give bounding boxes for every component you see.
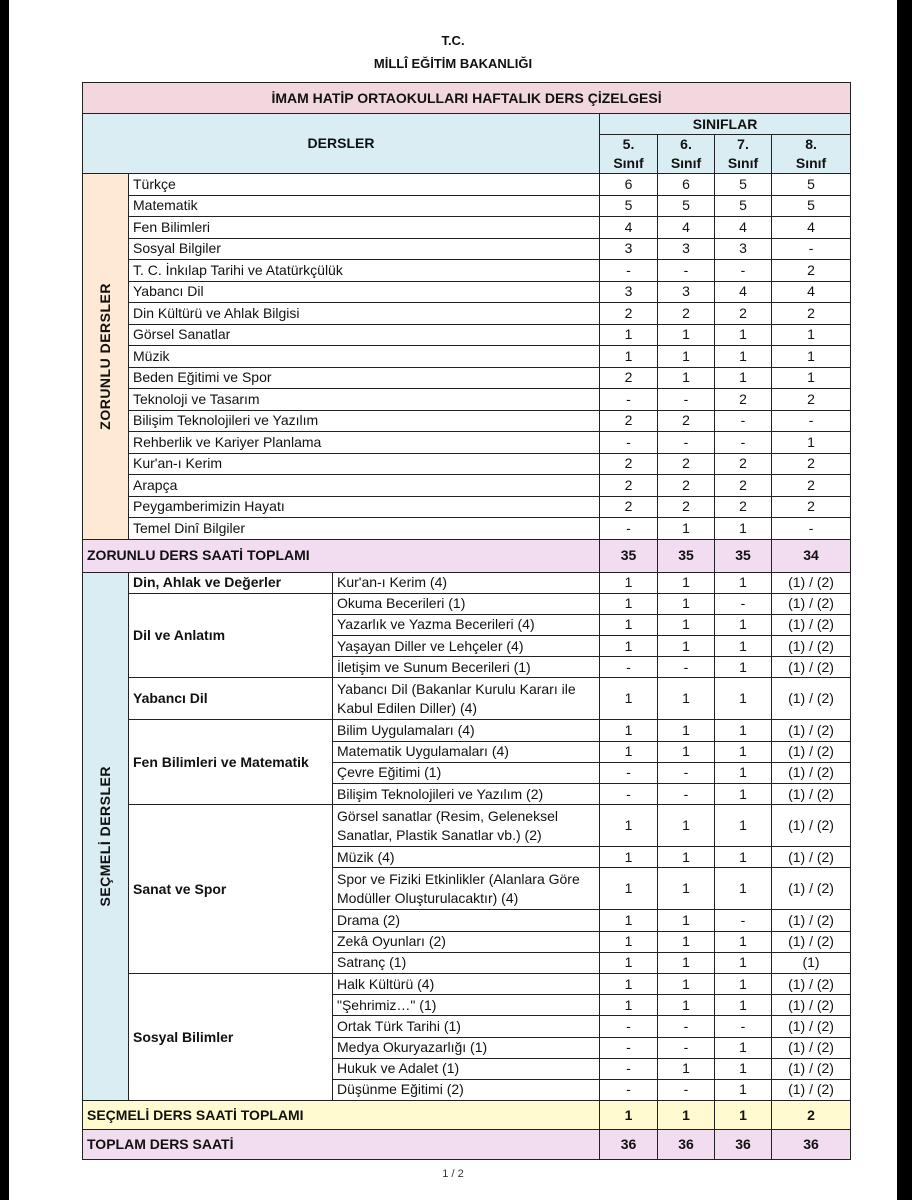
hours-cell: 1 [600, 995, 658, 1016]
hours-cell: 1 [600, 805, 658, 847]
hours-cell: - [600, 1058, 658, 1079]
compulsory-total-value: 35 [600, 539, 658, 572]
hours-cell: - [715, 260, 772, 282]
hours-cell: - [715, 432, 772, 454]
hours-cell: (1) / (2) [772, 636, 851, 657]
hours-cell: - [658, 432, 715, 454]
hours-cell: 2 [715, 303, 772, 325]
hours-cell: 5 [658, 195, 715, 217]
elective-row [83, 572, 851, 593]
hours-cell: - [600, 1037, 658, 1058]
hours-cell: 1 [600, 931, 658, 952]
hours-cell: 1 [658, 678, 715, 720]
hours-cell: (1) / (2) [772, 741, 851, 762]
elective-course-name: Drama (2) [333, 910, 600, 931]
grade-label: Sınıf [795, 155, 827, 171]
hours-cell: 5 [715, 174, 772, 196]
hours-cell: - [600, 260, 658, 282]
hours-cell: 2 [600, 496, 658, 518]
hours-cell: 1 [658, 518, 715, 540]
elective-total-label: SEÇMELİ DERS SAATİ TOPLAMI [83, 1101, 600, 1130]
hours-cell: 5 [772, 174, 851, 196]
elective-course-name: Okuma Becerileri (1) [333, 593, 600, 614]
compulsory-row [83, 324, 851, 346]
hours-cell: 1 [658, 720, 715, 741]
hours-cell: 1 [600, 741, 658, 762]
hours-cell: 1 [658, 346, 715, 368]
hours-cell: 1 [600, 973, 658, 994]
compulsory-row [83, 346, 851, 368]
hours-cell: 5 [600, 195, 658, 217]
elective-course-name: Bilim Uygulamaları (4) [333, 720, 600, 741]
elective-total-value: 1 [658, 1101, 715, 1130]
compulsory-row [83, 238, 851, 260]
hours-cell: - [658, 389, 715, 411]
course-name: Temel Dinî Bilgiler [129, 518, 600, 540]
course-name: Beden Eğitimi ve Spor [129, 367, 600, 389]
grade-label: Sınıf [670, 155, 702, 171]
hours-cell: - [772, 238, 851, 260]
hours-cell: 2 [658, 410, 715, 432]
hours-cell: 5 [715, 195, 772, 217]
elective-course-name: Zekâ Oyunları (2) [333, 931, 600, 952]
hours-cell: 4 [715, 217, 772, 239]
hours-cell: 1 [600, 346, 658, 368]
hours-cell: 2 [658, 475, 715, 497]
hours-cell: 1 [658, 847, 715, 868]
elective-course-name: Çevre Eğitimi (1) [333, 762, 600, 783]
hours-cell: 1 [600, 614, 658, 635]
compulsory-row [83, 303, 851, 325]
hours-cell: - [772, 518, 851, 540]
hours-cell: 1 [715, 762, 772, 783]
hours-cell: 1 [600, 868, 658, 910]
hours-cell: 3 [658, 238, 715, 260]
hours-cell: 1 [658, 741, 715, 762]
compulsory-section-label [83, 174, 129, 540]
course-name: Rehberlik ve Kariyer Planlama [129, 432, 600, 454]
hours-cell: 4 [715, 281, 772, 303]
elective-course-name: Medya Okuryazarlığı (1) [333, 1037, 600, 1058]
hours-cell: 1 [658, 614, 715, 635]
hours-cell: (1) / (2) [772, 720, 851, 741]
hours-cell: 1 [715, 805, 772, 847]
hours-cell: 2 [715, 389, 772, 411]
hours-cell: (1) [772, 952, 851, 973]
hours-cell: 2 [715, 453, 772, 475]
hours-cell: - [600, 1079, 658, 1100]
hours-cell: (1) / (2) [772, 762, 851, 783]
hours-cell: 1 [772, 367, 851, 389]
hours-cell: 1 [715, 1079, 772, 1100]
hours-cell: 1 [772, 346, 851, 368]
hours-cell: 2 [715, 475, 772, 497]
hours-cell: 6 [658, 174, 715, 196]
elective-total-value: 1 [600, 1101, 658, 1130]
hours-cell: 1 [715, 868, 772, 910]
document-page [9, 0, 897, 1200]
hours-cell: 1 [658, 931, 715, 952]
hours-cell: - [600, 1016, 658, 1037]
course-name: Kur'an-ı Kerim [129, 453, 600, 475]
hours-cell: 3 [715, 238, 772, 260]
hours-cell: 1 [658, 636, 715, 657]
hours-cell: (1) / (2) [772, 614, 851, 635]
hours-cell: 4 [658, 217, 715, 239]
hours-cell: - [600, 389, 658, 411]
schedule-table [82, 82, 851, 1160]
hours-cell: 1 [715, 741, 772, 762]
hours-cell: 2 [600, 475, 658, 497]
hours-cell: 1 [715, 572, 772, 593]
grand-total-row [83, 1130, 851, 1160]
compulsory-section-text: ZORUNLU DERSLER [97, 282, 113, 430]
hours-cell: - [658, 657, 715, 678]
hours-cell: 2 [600, 367, 658, 389]
compulsory-row [83, 260, 851, 282]
hours-cell: - [715, 1016, 772, 1037]
elective-course-name: Matematik Uygulamaları (4) [333, 741, 600, 762]
elective-row [83, 973, 851, 994]
hours-cell: (1) / (2) [772, 657, 851, 678]
hours-cell: (1) / (2) [772, 910, 851, 931]
course-name: T. C. İnkılap Tarihi ve Atatürkçülük [129, 260, 600, 282]
elective-row [83, 593, 851, 614]
hours-cell: (1) / (2) [772, 1016, 851, 1037]
course-name: Türkçe [129, 174, 600, 196]
hours-cell: - [715, 410, 772, 432]
hours-cell: (1) / (2) [772, 572, 851, 593]
grand-total-value: 36 [772, 1130, 851, 1160]
elective-course-name: Spor ve Fiziki Etkinlikler (Alanlara Göre Modüller Oluşturulacaktır) (4) [333, 868, 600, 910]
table-body [83, 83, 851, 1160]
compulsory-row [83, 195, 851, 217]
hours-cell: 3 [600, 281, 658, 303]
compulsory-row [83, 281, 851, 303]
header-line-1: T.C. [441, 33, 465, 48]
hours-cell: 2 [772, 389, 851, 411]
hours-cell: 1 [715, 784, 772, 805]
elective-section-label [83, 572, 129, 1101]
elective-total-row [83, 1101, 851, 1130]
grade-header [772, 135, 851, 174]
hours-cell: 3 [600, 238, 658, 260]
hours-cell: 1 [772, 432, 851, 454]
hours-cell: 2 [600, 303, 658, 325]
hours-cell: (1) / (2) [772, 1079, 851, 1100]
hours-cell: 2 [658, 453, 715, 475]
hours-cell: (1) / (2) [772, 593, 851, 614]
elective-total-value: 2 [772, 1101, 851, 1130]
compulsory-row [83, 367, 851, 389]
elective-course-name: Bilişim Teknolojileri ve Yazılım (2) [333, 784, 600, 805]
grade-header [715, 135, 772, 174]
header-line-2: MİLLÎ EĞİTİM BAKANLIĞI [373, 56, 533, 71]
elective-course-name: Halk Kültürü (4) [333, 973, 600, 994]
hours-cell: 1 [600, 952, 658, 973]
hours-cell: - [658, 1079, 715, 1100]
elective-group-name: Sanat ve Spor [129, 805, 333, 974]
grand-total-label: TOPLAM DERS SAATİ [83, 1130, 600, 1160]
hours-cell: 2 [600, 453, 658, 475]
hours-cell: 2 [658, 303, 715, 325]
grand-total-value: 36 [658, 1130, 715, 1160]
hours-cell: 1 [772, 324, 851, 346]
hours-cell: - [600, 432, 658, 454]
elective-course-name: Yabancı Dil (Bakanlar Kurulu Kararı ile Kabul Edilen Diller) (4) [333, 678, 600, 720]
hours-cell: 1 [658, 593, 715, 614]
compulsory-row [83, 475, 851, 497]
hours-cell: 1 [715, 324, 772, 346]
hours-cell: 4 [772, 217, 851, 239]
hours-cell: (1) / (2) [772, 678, 851, 720]
compulsory-total-row [83, 539, 851, 572]
hours-cell: 1 [658, 973, 715, 994]
elective-course-name: İletişim ve Sunum Becerileri (1) [333, 657, 600, 678]
hours-cell: 1 [715, 636, 772, 657]
hours-cell: 2 [600, 410, 658, 432]
compulsory-row [83, 432, 851, 454]
course-name: Sosyal Bilgiler [129, 238, 600, 260]
elective-course-name: Görsel sanatlar (Resim, Geleneksel Sanatlar, Plastik Sanatlar vb.) (2) [333, 805, 600, 847]
hours-cell: - [772, 410, 851, 432]
hours-cell: (1) / (2) [772, 868, 851, 910]
elective-course-name: Hukuk ve Adalet (1) [333, 1058, 600, 1079]
elective-row [83, 805, 851, 847]
hours-cell: 1 [658, 952, 715, 973]
hours-cell: 1 [658, 324, 715, 346]
compulsory-row [83, 518, 851, 540]
hours-cell: - [658, 784, 715, 805]
hours-cell: 2 [772, 475, 851, 497]
compulsory-row [83, 389, 851, 411]
hours-cell: (1) / (2) [772, 931, 851, 952]
course-name: Arapça [129, 475, 600, 497]
hours-cell: 1 [715, 614, 772, 635]
elective-course-name: Kur'an-ı Kerim (4) [333, 572, 600, 593]
hours-cell: 1 [715, 518, 772, 540]
compulsory-row [83, 174, 851, 196]
course-name: Peygamberimizin Hayatı [129, 496, 600, 518]
grand-total-value: 36 [600, 1130, 658, 1160]
hours-cell: 1 [715, 1058, 772, 1079]
elective-course-name: Yaşayan Diller ve Lehçeler (4) [333, 636, 600, 657]
hours-cell: - [658, 1016, 715, 1037]
hours-cell: 1 [600, 910, 658, 931]
elective-course-name: Ortak Türk Tarihi (1) [333, 1016, 600, 1037]
hours-cell: 2 [715, 496, 772, 518]
hours-cell: 1 [715, 346, 772, 368]
hours-cell: 1 [658, 1058, 715, 1079]
hours-cell: 2 [772, 260, 851, 282]
hours-cell: 1 [715, 931, 772, 952]
hours-cell: 4 [772, 281, 851, 303]
hours-cell: 1 [600, 636, 658, 657]
elective-course-name: Müzik (4) [333, 847, 600, 868]
hours-cell: - [658, 260, 715, 282]
hours-cell: 1 [658, 868, 715, 910]
hours-cell: - [658, 1037, 715, 1058]
hours-cell: - [600, 762, 658, 783]
hours-cell: 1 [715, 952, 772, 973]
elective-course-name: "Şehrimiz…" (1) [333, 995, 600, 1016]
hours-cell: (1) / (2) [772, 973, 851, 994]
hours-cell: 4 [600, 217, 658, 239]
hours-cell: (1) / (2) [772, 847, 851, 868]
course-name: Fen Bilimleri [129, 217, 600, 239]
hours-cell: (1) / (2) [772, 784, 851, 805]
hours-cell: 6 [600, 174, 658, 196]
hours-cell: 3 [658, 281, 715, 303]
course-name: Din Kültürü ve Ahlak Bilgisi [129, 303, 600, 325]
column-dersler: DERSLER [83, 114, 600, 174]
hours-cell: - [658, 762, 715, 783]
hours-cell: - [600, 784, 658, 805]
grade-label: Sınıf [613, 155, 644, 171]
hours-cell: 1 [600, 324, 658, 346]
elective-total-value: 1 [715, 1101, 772, 1130]
course-name: Bilişim Teknolojileri ve Yazılım [129, 410, 600, 432]
hours-cell: 1 [715, 1037, 772, 1058]
hours-cell: - [715, 910, 772, 931]
elective-group-name: Sosyal Bilimler [129, 973, 333, 1100]
grand-total-value: 36 [715, 1130, 772, 1160]
hours-cell: 1 [658, 572, 715, 593]
hours-cell: (1) / (2) [772, 1058, 851, 1079]
course-name: Müzik [129, 346, 600, 368]
hours-cell: 1 [658, 805, 715, 847]
elective-course-name: Yazarlık ve Yazma Becerileri (4) [333, 614, 600, 635]
course-name: Görsel Sanatlar [129, 324, 600, 346]
hours-cell: (1) / (2) [772, 995, 851, 1016]
page-number: 1 / 2 [442, 1168, 464, 1180]
table-title: İMAM HATİP ORTAOKULLARI HAFTALIK DERS ÇİZELGESİ [83, 83, 851, 114]
elective-group-name: Dil ve Anlatım [129, 593, 333, 678]
hours-cell: 2 [772, 453, 851, 475]
grade-number: 7. [737, 136, 749, 152]
grade-number: 8. [805, 136, 817, 152]
hours-cell: 1 [600, 847, 658, 868]
compulsory-total-label: ZORUNLU DERS SAATİ TOPLAMI [83, 539, 600, 572]
hours-cell: 1 [715, 973, 772, 994]
hours-cell: 1 [715, 847, 772, 868]
grade-header [600, 135, 658, 174]
elective-group-name: Fen Bilimleri ve Matematik [129, 720, 333, 805]
hours-cell: 1 [715, 720, 772, 741]
hours-cell: 1 [600, 678, 658, 720]
compulsory-total-value: 35 [658, 539, 715, 572]
header-row [83, 114, 851, 135]
hours-cell: 5 [772, 195, 851, 217]
compulsory-total-value: 35 [715, 539, 772, 572]
grade-number: 5. [622, 136, 635, 152]
hours-cell: (1) / (2) [772, 1037, 851, 1058]
hours-cell: 1 [600, 572, 658, 593]
compulsory-row [83, 410, 851, 432]
compulsory-row [83, 496, 851, 518]
course-name: Teknoloji ve Tasarım [129, 389, 600, 411]
hours-cell: 1 [600, 720, 658, 741]
grade-number: 6. [680, 136, 692, 152]
title-row [83, 83, 851, 114]
hours-cell: 1 [600, 593, 658, 614]
hours-cell: 2 [772, 303, 851, 325]
elective-row [83, 678, 851, 720]
hours-cell: 1 [715, 657, 772, 678]
hours-cell: 1 [715, 678, 772, 720]
elective-section-text: SEÇMELİ DERSLER [97, 766, 113, 907]
elective-row [83, 720, 851, 741]
compulsory-total-value: 34 [772, 539, 851, 572]
hours-cell: 2 [658, 496, 715, 518]
compulsory-row [83, 217, 851, 239]
hours-cell: 2 [772, 496, 851, 518]
hours-cell: - [600, 657, 658, 678]
hours-cell: (1) / (2) [772, 805, 851, 847]
compulsory-row [83, 453, 851, 475]
elective-group-name: Yabancı Dil [129, 678, 333, 720]
hours-cell: - [600, 518, 658, 540]
hours-cell: 1 [658, 995, 715, 1016]
hours-cell: 1 [658, 910, 715, 931]
grade-label: Sınıf [727, 155, 759, 171]
hours-cell: 1 [658, 367, 715, 389]
course-name: Yabancı Dil [129, 281, 600, 303]
hours-cell: 1 [715, 995, 772, 1016]
hours-cell: 1 [715, 367, 772, 389]
elective-course-name: Düşünme Eğitimi (2) [333, 1079, 600, 1100]
hours-cell: - [715, 593, 772, 614]
elective-group-name: Din, Ahlak ve Değerler [129, 572, 333, 593]
grade-header [658, 135, 715, 174]
course-name: Matematik [129, 195, 600, 217]
elective-course-name: Satranç (1) [333, 952, 600, 973]
column-siniflar: SINIFLAR [600, 114, 851, 135]
